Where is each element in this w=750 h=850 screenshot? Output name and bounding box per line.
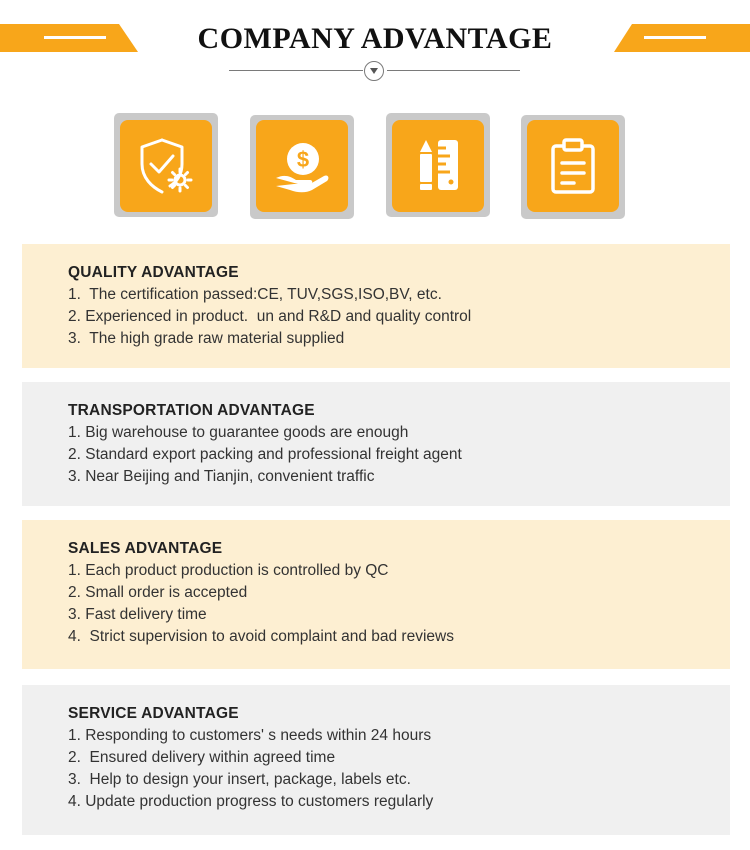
section-heading: SERVICE ADVANTAGE: [68, 705, 239, 722]
list-item: 3. Help to design your insert, package, labels etc.: [68, 771, 411, 788]
section-list: [68, 284, 730, 350]
page-title: COMPANY ADVANTAGE: [197, 22, 553, 55]
section-list: [68, 422, 730, 488]
chevron-down-icon: [364, 61, 384, 81]
section-list: [68, 560, 730, 648]
list-item: 4. Strict supervision to avoid complaint and bad reviews: [68, 628, 454, 645]
icon-tile-service: [521, 113, 627, 219]
list-item: 1. Big warehouse to guarantee goods are enough: [68, 424, 409, 441]
money-hand-icon: [256, 120, 348, 212]
section-quality: [22, 244, 730, 368]
title-divider-right: [387, 70, 520, 71]
list-item: 3. The high grade raw material supplied: [68, 330, 345, 347]
icon-tile-sales: [386, 113, 492, 219]
svg-text:$: $: [296, 147, 310, 172]
list-item: 1. Each product production is controlled by QC: [68, 562, 389, 579]
section-heading: SALES ADVANTAGE: [68, 540, 223, 557]
section-heading: TRANSPORTATION ADVANTAGE: [68, 402, 315, 419]
section-transportation: [22, 382, 730, 506]
list-item: 2. Small order is accepted: [68, 584, 248, 601]
pencil-ruler-icon: [392, 120, 484, 212]
clipboard-icon: [527, 120, 619, 212]
title-divider-left: [229, 70, 363, 71]
section-heading: QUALITY ADVANTAGE: [68, 264, 239, 281]
section-sales: [22, 520, 730, 669]
shield-gear-icon: [120, 120, 212, 212]
list-item: 1. The certification passed:CE, TUV,SGS,ISO,BV, etc.: [68, 286, 442, 303]
list-item: 1. Responding to customers' s needs within 24 hours: [68, 727, 432, 744]
list-item: 2. Standard export packing and professional freight agent: [68, 446, 462, 463]
list-item: 2. Experienced in product. un and R&D and quality control: [68, 308, 472, 325]
icon-tile-quality: [114, 113, 220, 219]
list-item: 2. Ensured delivery within agreed time: [68, 749, 336, 766]
icon-tile-transportation: [250, 113, 356, 219]
section-list: [68, 725, 730, 813]
section-service: [22, 685, 730, 835]
list-item: 3. Near Beijing and Tianjin, convenient traffic: [68, 468, 375, 485]
list-item: 3. Fast delivery time: [68, 606, 207, 623]
list-item: 4. Update production progress to customers regularly: [68, 793, 434, 810]
